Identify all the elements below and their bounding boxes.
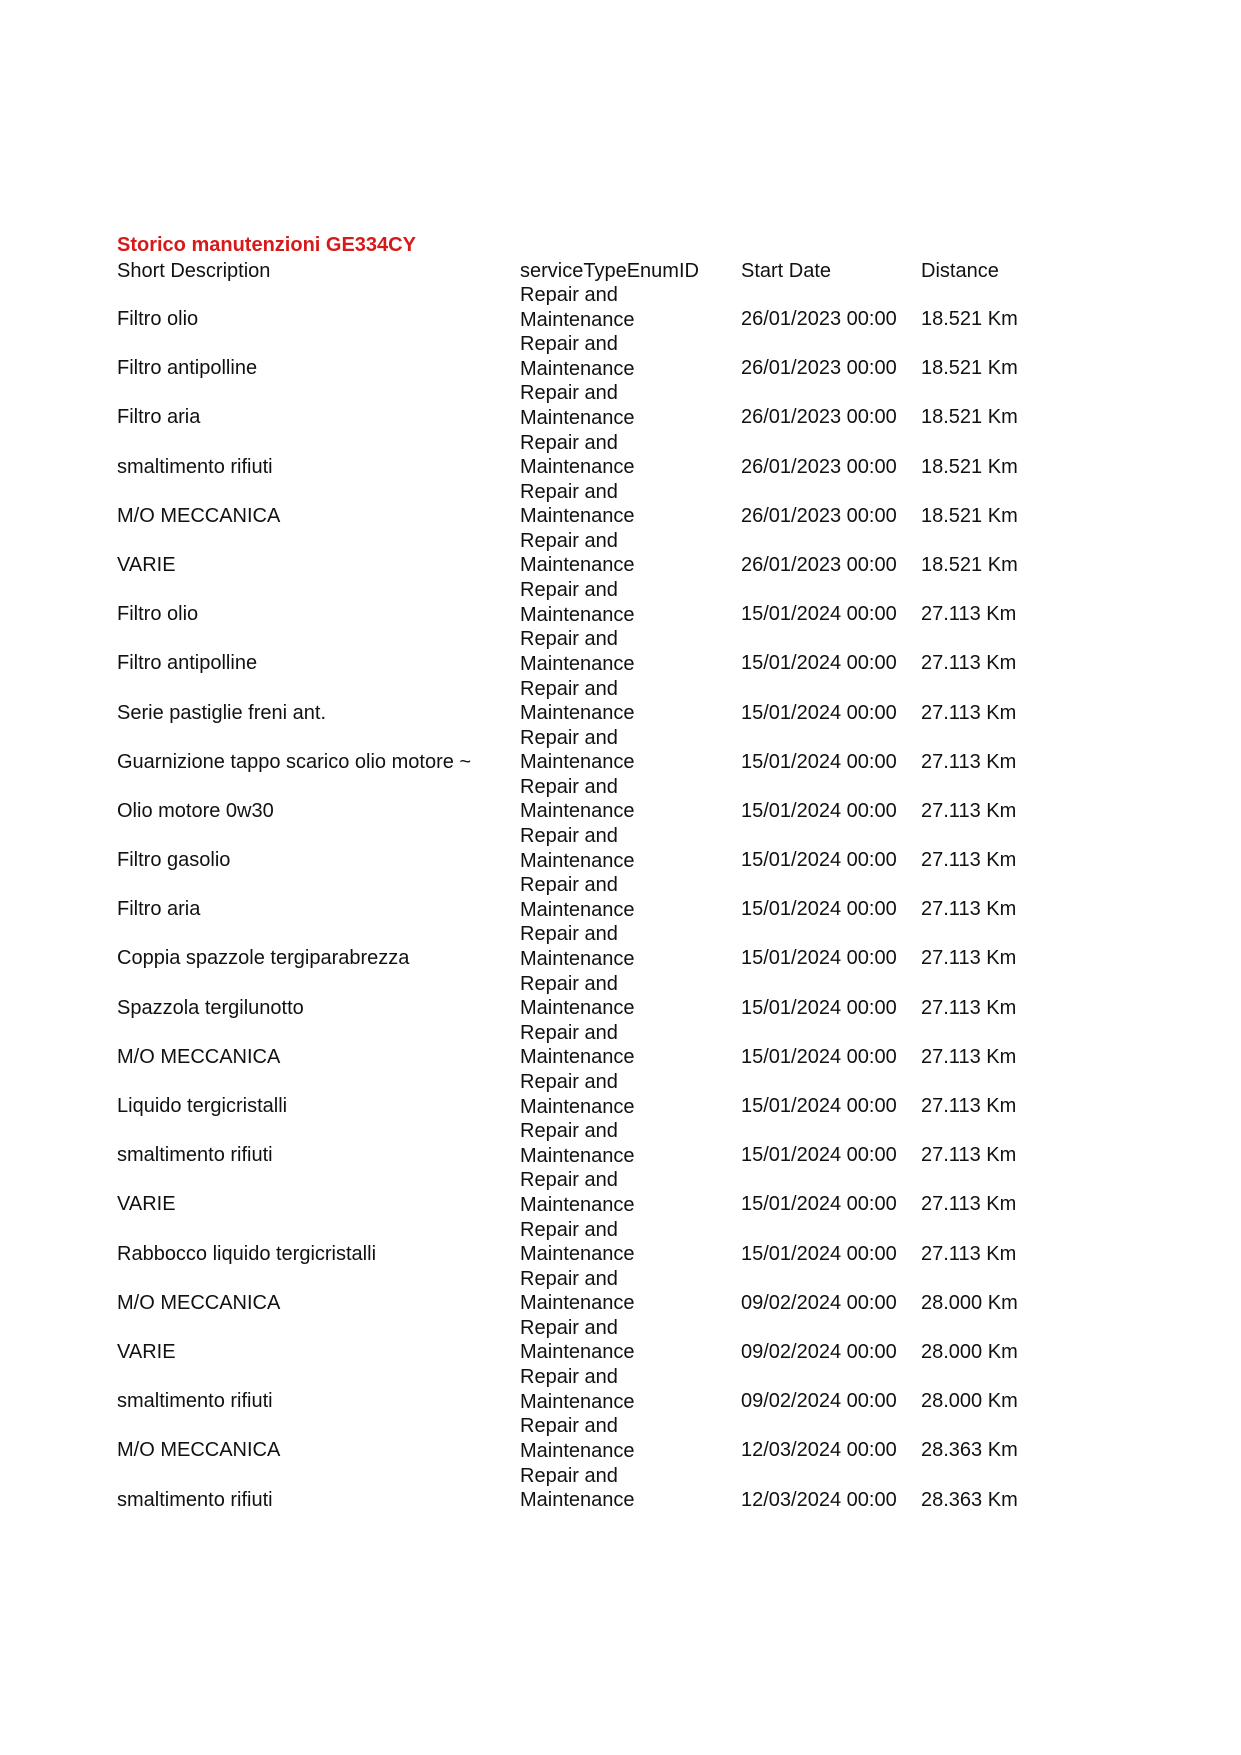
table-header <box>0 259 1241 283</box>
table-row <box>0 1464 1241 1513</box>
table-row <box>0 1218 1241 1267</box>
service-type-line: Repair and <box>520 972 618 995</box>
short-description-cell: Filtro antipolline <box>117 357 258 380</box>
service-type-cell <box>520 1021 635 1070</box>
service-type-line: Maintenance <box>520 357 635 380</box>
service-type-cell <box>520 627 635 676</box>
table-row <box>0 1414 1241 1463</box>
service-type-line: Repair and <box>520 1218 618 1241</box>
service-type-line: Maintenance <box>520 898 635 921</box>
document-title: Storico manutenzioni GE334CY <box>117 234 416 256</box>
table-row <box>0 1021 1241 1070</box>
column-header-service-type: serviceTypeEnumID <box>520 260 699 282</box>
service-type-line: Maintenance <box>520 1292 635 1315</box>
short-description-cell: VARIE <box>117 1193 176 1216</box>
service-type-line: Repair and <box>520 1267 618 1290</box>
distance-cell: 27.113 Km <box>921 750 1017 773</box>
service-type-line: Maintenance <box>520 308 635 331</box>
service-type-line: Maintenance <box>520 652 635 675</box>
service-type-line: Repair and <box>520 1415 618 1438</box>
distance-cell: 27.113 Km <box>921 1193 1017 1216</box>
distance-cell: 28.363 Km <box>921 1439 1018 1462</box>
service-type-line: Repair and <box>520 529 618 552</box>
start-date-cell: 26/01/2023 00:00 <box>741 308 897 330</box>
service-type-line: Repair and <box>520 1120 618 1143</box>
service-type-line: Maintenance <box>520 751 635 774</box>
service-type-cell <box>520 529 635 578</box>
service-type-cell <box>520 1119 635 1168</box>
short-description-cell: Filtro olio <box>117 603 199 626</box>
distance-cell: 28.000 Km <box>921 1390 1018 1413</box>
service-type-line: Maintenance <box>520 1144 635 1167</box>
short-description-cell: M/O MECCANICA <box>117 1045 281 1068</box>
service-type-cell <box>520 972 635 1021</box>
column-header-distance: Distance <box>921 260 999 282</box>
table-row <box>0 283 1241 332</box>
short-description-cell: smaltimento rifiuti <box>117 455 273 478</box>
start-date-cell: 15/01/2024 00:00 <box>741 947 897 970</box>
service-type-line: Repair and <box>520 923 618 946</box>
service-type-cell <box>520 283 635 332</box>
start-date-cell: 26/01/2023 00:00 <box>741 406 897 429</box>
service-type-line: Maintenance <box>520 849 635 872</box>
table-row <box>0 1316 1241 1365</box>
distance-cell: 18.521 Km <box>921 455 1018 478</box>
service-type-cell <box>520 1365 635 1414</box>
service-type-line: Repair and <box>520 579 618 602</box>
distance-cell: 18.521 Km <box>921 406 1018 429</box>
service-type-cell <box>520 480 635 529</box>
start-date-cell: 12/03/2024 00:00 <box>741 1439 897 1462</box>
service-type-cell <box>520 726 635 775</box>
service-type-line: Maintenance <box>520 1243 635 1266</box>
start-date-cell: 12/03/2024 00:00 <box>741 1488 897 1511</box>
service-type-cell <box>520 381 635 430</box>
service-type-line: Maintenance <box>520 406 635 429</box>
distance-cell: 18.521 Km <box>921 553 1018 576</box>
service-type-line: Maintenance <box>520 1095 635 1118</box>
service-type-line: Repair and <box>520 1316 618 1339</box>
service-type-line: Repair and <box>520 825 618 848</box>
distance-cell: 27.113 Km <box>921 947 1017 970</box>
start-date-cell: 09/02/2024 00:00 <box>741 1291 897 1314</box>
start-date-cell: 26/01/2023 00:00 <box>741 553 897 576</box>
service-type-line: Repair and <box>520 333 618 356</box>
table-row <box>0 873 1241 922</box>
service-type-cell <box>520 1168 635 1217</box>
service-type-cell <box>520 332 635 381</box>
distance-cell: 27.113 Km <box>921 1045 1017 1068</box>
short-description-cell: M/O MECCANICA <box>117 504 281 527</box>
distance-cell: 27.113 Km <box>921 1144 1017 1167</box>
service-type-line: Maintenance <box>520 800 635 823</box>
short-description-cell: Filtro aria <box>117 898 201 921</box>
service-type-line: Maintenance <box>520 1341 635 1364</box>
start-date-cell: 26/01/2023 00:00 <box>741 504 897 527</box>
distance-cell: 27.113 Km <box>921 701 1017 724</box>
service-type-line: Repair and <box>520 628 618 651</box>
distance-cell: 27.113 Km <box>921 849 1017 872</box>
distance-cell: 18.521 Km <box>921 357 1018 380</box>
start-date-cell: 15/01/2024 00:00 <box>741 701 897 724</box>
service-type-line: Maintenance <box>520 1439 635 1462</box>
distance-cell: 27.113 Km <box>921 1095 1017 1117</box>
short-description-cell: Filtro aria <box>117 406 201 429</box>
table-row <box>0 332 1241 381</box>
service-type-line: Maintenance <box>520 1489 635 1511</box>
table-row <box>0 1070 1241 1119</box>
service-type-line: Repair and <box>520 1464 618 1487</box>
short-description-cell: Serie pastiglie freni ant. <box>117 701 327 724</box>
short-description-cell: VARIE <box>117 553 176 576</box>
service-type-cell <box>520 1464 635 1513</box>
service-type-line: Repair and <box>520 677 618 700</box>
distance-cell: 27.113 Km <box>921 603 1017 626</box>
start-date-cell: 15/01/2024 00:00 <box>741 750 897 773</box>
table-row <box>0 726 1241 775</box>
short-description-cell: smaltimento rifiuti <box>117 1488 273 1511</box>
service-type-line: Repair and <box>520 1021 618 1044</box>
start-date-cell: 09/02/2024 00:00 <box>741 1390 897 1413</box>
service-type-cell <box>520 1414 635 1463</box>
service-type-line: Repair and <box>520 480 618 503</box>
start-date-cell: 15/01/2024 00:00 <box>741 799 897 822</box>
table-row <box>0 1267 1241 1316</box>
service-type-line: Repair and <box>520 726 618 749</box>
short-description-cell: Filtro antipolline <box>117 652 258 675</box>
service-type-line: Repair and <box>520 382 618 405</box>
maintenance-table-body <box>0 283 1241 1513</box>
distance-cell: 27.113 Km <box>921 996 1017 1019</box>
distance-cell: 27.113 Km <box>921 652 1017 675</box>
short-description-cell: Filtro olio <box>117 308 199 330</box>
table-row <box>0 381 1241 430</box>
service-type-line: Repair and <box>520 775 618 798</box>
short-description-cell: Olio motore 0w30 <box>117 799 274 822</box>
service-type-line: Maintenance <box>520 1046 635 1069</box>
distance-cell: 18.521 Km <box>921 504 1018 527</box>
service-type-cell <box>520 1267 635 1316</box>
service-type-line: Maintenance <box>520 702 635 724</box>
start-date-cell: 09/02/2024 00:00 <box>741 1340 897 1363</box>
table-row <box>0 922 1241 971</box>
service-type-line: Maintenance <box>520 1193 635 1216</box>
service-type-line: Maintenance <box>520 603 635 626</box>
short-description-cell: Rabbocco liquido tergicristalli <box>117 1242 377 1265</box>
table-row <box>0 1168 1241 1217</box>
distance-cell: 27.113 Km <box>921 799 1017 822</box>
start-date-cell: 15/01/2024 00:00 <box>741 603 897 626</box>
service-type-cell <box>520 1316 635 1365</box>
distance-cell: 28.000 Km <box>921 1340 1018 1363</box>
start-date-cell: 15/01/2024 00:00 <box>741 1045 897 1068</box>
distance-cell: 28.363 Km <box>921 1488 1018 1511</box>
short-description-cell: Liquido tergicristalli <box>117 1095 288 1117</box>
service-type-line: Maintenance <box>520 554 635 577</box>
service-type-cell <box>520 1070 635 1119</box>
start-date-cell: 15/01/2024 00:00 <box>741 1144 897 1167</box>
short-description-cell: Guarnizione tappo scarico olio motore ~ <box>117 750 472 773</box>
table-row <box>0 1119 1241 1168</box>
start-date-cell: 15/01/2024 00:00 <box>741 1242 897 1265</box>
service-type-line: Maintenance <box>520 997 635 1020</box>
distance-cell: 27.113 Km <box>921 898 1017 921</box>
service-type-cell <box>520 677 635 726</box>
table-row <box>0 578 1241 627</box>
start-date-cell: 15/01/2024 00:00 <box>741 1193 897 1216</box>
distance-cell: 27.113 Km <box>921 1242 1017 1265</box>
short-description-cell: Coppia spazzole tergiparabrezza <box>117 947 410 970</box>
table-row <box>0 529 1241 578</box>
column-header-short-description: Short Description <box>117 260 271 282</box>
service-type-cell <box>520 922 635 971</box>
start-date-cell: 26/01/2023 00:00 <box>741 357 897 380</box>
start-date-cell: 15/01/2024 00:00 <box>741 898 897 921</box>
service-type-line: Repair and <box>520 874 618 897</box>
service-type-line: Maintenance <box>520 947 635 970</box>
table-row <box>0 480 1241 529</box>
short-description-cell: Spazzola tergilunotto <box>117 996 304 1019</box>
service-type-line: Repair and <box>520 1169 618 1192</box>
short-description-cell: Filtro gasolio <box>117 849 231 872</box>
service-type-line: Repair and <box>520 1366 618 1389</box>
start-date-cell: 15/01/2024 00:00 <box>741 1095 897 1117</box>
table-row <box>0 775 1241 824</box>
short-description-cell: smaltimento rifiuti <box>117 1390 273 1413</box>
service-type-cell <box>520 824 635 873</box>
service-type-cell <box>520 431 635 480</box>
column-header-start-date: Start Date <box>741 260 832 282</box>
table-row <box>0 972 1241 1021</box>
start-date-cell: 15/01/2024 00:00 <box>741 849 897 872</box>
table-row <box>0 677 1241 726</box>
service-type-cell <box>520 873 635 922</box>
table-row <box>0 627 1241 676</box>
service-type-line: Maintenance <box>520 1390 635 1413</box>
service-type-line: Maintenance <box>520 456 635 479</box>
table-row <box>0 1365 1241 1414</box>
distance-cell: 18.521 Km <box>921 308 1018 330</box>
service-type-line: Repair and <box>520 284 618 306</box>
service-type-cell <box>520 775 635 824</box>
short-description-cell: VARIE <box>117 1340 176 1363</box>
distance-cell: 28.000 Km <box>921 1291 1018 1314</box>
short-description-cell: smaltimento rifiuti <box>117 1144 273 1167</box>
short-description-cell: M/O MECCANICA <box>117 1439 281 1462</box>
start-date-cell: 26/01/2023 00:00 <box>741 455 897 478</box>
service-type-line: Repair and <box>520 1071 618 1093</box>
service-type-cell <box>520 1218 635 1267</box>
service-type-line: Maintenance <box>520 505 635 528</box>
service-type-line: Repair and <box>520 431 618 454</box>
service-type-cell <box>520 578 635 627</box>
start-date-cell: 15/01/2024 00:00 <box>741 996 897 1019</box>
table-row <box>0 824 1241 873</box>
start-date-cell: 15/01/2024 00:00 <box>741 652 897 675</box>
short-description-cell: M/O MECCANICA <box>117 1291 281 1314</box>
table-row <box>0 431 1241 480</box>
